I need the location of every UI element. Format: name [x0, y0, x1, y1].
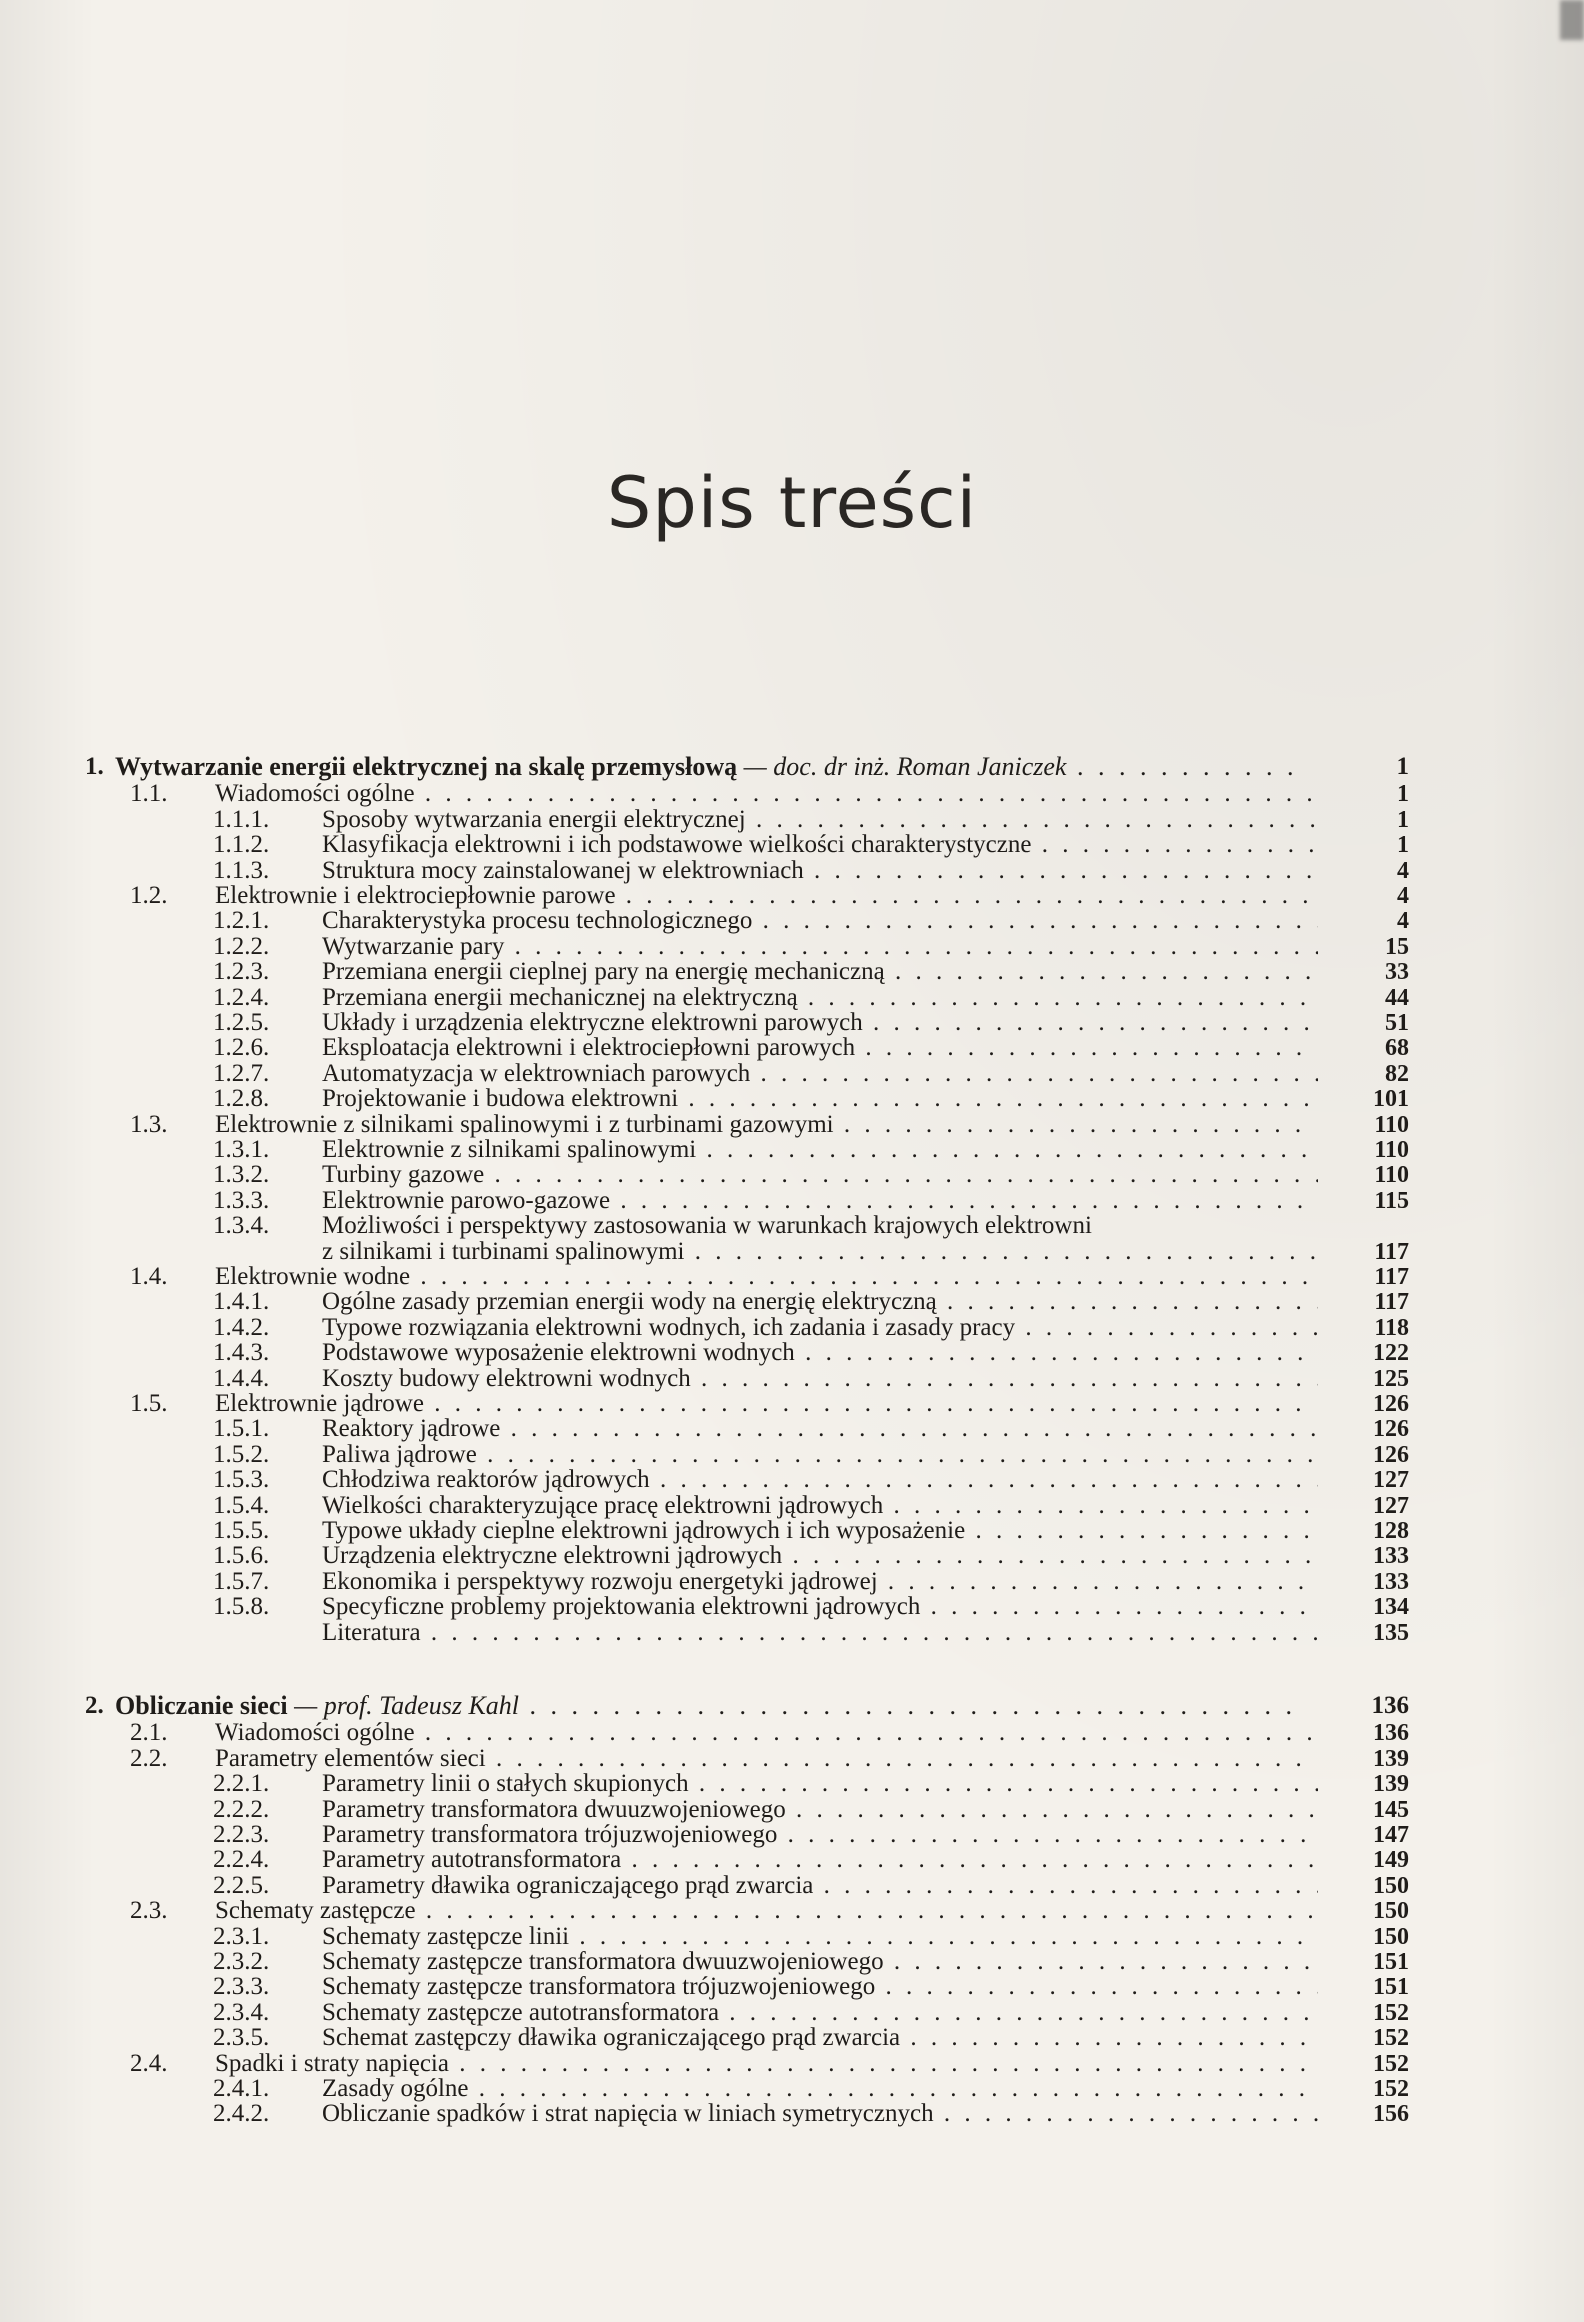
entry-number: 1.5.8.	[213, 1593, 270, 1621]
entry-title: Elektrownie z silnikami spalinowymi i z turbinami gazowymi . . .	[215, 1110, 1315, 1140]
entry-page: 126	[1373, 1441, 1409, 1468]
entry-title: z silnikami i turbinami spalinowymi . . .	[322, 1237, 1318, 1267]
entry-page: 136	[1373, 1720, 1409, 1747]
entry-number: 1.3.	[130, 1110, 168, 1138]
entry-title: Urządzenia elektryczne elektrowni jądrowych . . .	[322, 1541, 1318, 1571]
entry-page: 1	[1396, 753, 1409, 780]
entry-number: 2.4.1.	[213, 2075, 270, 2102]
entry-number: 1.2.1.	[213, 907, 270, 935]
entry-number: 2.2.5.	[213, 1871, 270, 1899]
entry-page: 150	[1373, 1898, 1409, 1925]
entry-number: 2.3.2.	[213, 1948, 270, 1975]
entry-page: 110	[1374, 1111, 1409, 1138]
page-title: Spis treści	[606, 462, 978, 544]
entry-title: Sposoby wytwarzania energii elektrycznej . . .	[322, 805, 1318, 835]
entry-page: 156	[1373, 2101, 1409, 2128]
entry-page: 152	[1373, 1999, 1409, 2026]
entry-number: 2.4.2.	[213, 2100, 270, 2128]
entry-page: 125	[1373, 1365, 1409, 1392]
entry-number: 2.3.4.	[213, 1998, 270, 2026]
entry-page: 151	[1373, 1949, 1409, 1975]
entry-page: 133	[1373, 1568, 1409, 1595]
entry-title: Przemiana energii mechanicznej na elektryczną . . .	[322, 983, 1318, 1013]
entry-page: 110	[1374, 1137, 1409, 1163]
entry-number: 1.2.6.	[213, 1034, 270, 1062]
entry-title: Wiadomości ogólne . . .	[215, 779, 1315, 809]
entry-page: 145	[1373, 1796, 1409, 1823]
entry-page: 152	[1373, 2076, 1409, 2102]
entry-page: 115	[1374, 1187, 1409, 1214]
entry-page: 152	[1373, 2050, 1409, 2077]
entry-number: 2.1.	[130, 1719, 168, 1747]
entry-number: 1.2.3.	[213, 958, 270, 986]
entry-page: 1	[1397, 781, 1409, 808]
entry-number: 1.3.2.	[213, 1161, 270, 1189]
toc-chapter-row	[0, 752, 1584, 782]
entry-page: 139	[1373, 1771, 1409, 1798]
entry-page: 118	[1374, 1314, 1409, 1341]
entry-title: Przemiana energii cieplnej pary na energię mechaniczną . . .	[322, 957, 1318, 987]
entry-title: Typowe rozwiązania elektrowni wodnych, ich zadania i zasady pracy . . .	[322, 1313, 1318, 1343]
entry-title: Wiadomości ogólne . . .	[215, 1718, 1315, 1748]
entry-page: 4	[1397, 857, 1409, 884]
entry-page: 149	[1373, 1847, 1409, 1874]
entry-title: Schemat zastępczy dławika ograniczającego prąd zwarcia . . .	[322, 2023, 1318, 2053]
entry-title: Chłodziwa reaktorów jądrowych . . .	[322, 1465, 1318, 1495]
entry-title: Charakterystyka procesu technologicznego . . .	[322, 906, 1318, 936]
entry-number: 2.3.3.	[213, 1973, 270, 2001]
entry-page: 127	[1373, 1492, 1409, 1519]
entry-number: 2.2.4.	[213, 1846, 270, 1874]
entry-number: 2.2.1.	[213, 1770, 270, 1798]
entry-title: Typowe układy cieplne elektrowni jądrowych i ich wyposażenie . . .	[322, 1516, 1318, 1546]
entry-title: Parametry autotransformatora . . .	[322, 1845, 1318, 1875]
entry-number: 1.2.4.	[213, 983, 270, 1011]
entry-page: 51	[1385, 1010, 1409, 1036]
entry-title: Paliwa jądrowe . . .	[322, 1440, 1318, 1470]
entry-number: 1.5.7.	[213, 1567, 270, 1595]
entry-title: Zasady ogólne . . .	[322, 2074, 1318, 2104]
entry-title: Parametry transformatora dwuuzwojeniowego . . .	[322, 1795, 1318, 1825]
entry-page: 33	[1385, 959, 1409, 986]
entry-number: 1.2.2.	[213, 932, 270, 960]
entry-number: 2.4.	[130, 2049, 168, 2077]
entry-title: Parametry dławika ograniczającego prąd zwarcia . . .	[322, 1871, 1318, 1901]
entry-title: Ogólne zasady przemian energii wody na energię elektryczną . . .	[322, 1287, 1318, 1317]
entry-title: Elektrownie jądrowe . . .	[215, 1389, 1315, 1419]
toc-subsection-row	[0, 2099, 1584, 2129]
entry-number: 1.4.3.	[213, 1339, 270, 1367]
entry-number: 2.	[85, 1692, 104, 1719]
entry-number: 1.2.7.	[213, 1059, 270, 1087]
entry-title: Schematy zastępcze . . .	[215, 1896, 1315, 1926]
entry-page: 122	[1373, 1340, 1409, 1367]
entry-number: 1.1.3.	[213, 856, 270, 884]
entry-number: 1.4.4.	[213, 1364, 270, 1392]
entry-number: 1.5.	[130, 1390, 168, 1417]
entry-number: 1.2.8.	[213, 1085, 270, 1113]
entry-title: Schematy zastępcze transformatora trójuzwojeniowego . . .	[322, 1972, 1318, 2002]
entry-page: 126	[1373, 1391, 1409, 1417]
entry-number: 1.5.1.	[213, 1415, 270, 1443]
entry-number: 1.1.	[130, 780, 168, 808]
entry-page: 82	[1385, 1060, 1409, 1087]
entry-title: Klasyfikacja elektrowni i ich podstawowe wielkości charakterystyczne . . .	[322, 830, 1318, 860]
entry-page: 44	[1385, 984, 1409, 1011]
entry-page: 128	[1373, 1518, 1409, 1544]
entry-page: 150	[1373, 1923, 1409, 1950]
entry-title: Ekonomika i perspektywy rozwoju energetyki jądrowej . . .	[322, 1567, 1318, 1597]
entry-title: Eksploatacja elektrowni i elektrociepłowni parowych . . .	[322, 1033, 1318, 1063]
entry-number: 2.3.1.	[213, 1922, 270, 1950]
entry-number: 2.2.	[130, 1744, 168, 1772]
entry-title: Turbiny gazowe . . .	[322, 1160, 1318, 1190]
entry-title: Możliwości i perspektywy zastosowania w warunkach krajowych elektrowni	[322, 1212, 1092, 1240]
entry-page: 117	[1374, 1289, 1409, 1316]
entry-number: 1.4.1.	[213, 1288, 270, 1316]
entry-page: 127	[1373, 1467, 1409, 1494]
entry-page: 150	[1373, 1872, 1409, 1899]
entry-title: Elektrownie parowo-gazowe . . .	[322, 1186, 1318, 1216]
entry-number: 1.5.6.	[213, 1542, 270, 1570]
entry-number: 1.2.	[130, 882, 168, 909]
entry-title: Podstawowe wyposażenie elektrowni wodnych . . .	[322, 1338, 1318, 1368]
entry-title: Projektowanie i budowa elektrowni . . .	[322, 1084, 1318, 1114]
entry-title: Wielkości charakteryzujące pracę elektrowni jądrowych . . .	[322, 1491, 1318, 1521]
entry-title: Spadki i straty napięcia . . .	[215, 2049, 1315, 2079]
entry-page: 135	[1373, 1619, 1409, 1646]
entry-page: 147	[1373, 1822, 1409, 1848]
entry-title: Parametry linii o stałych skupionych . . .	[322, 1769, 1318, 1799]
entry-title: Schematy zastępcze autotransformatora . . .	[322, 1998, 1318, 2028]
entry-page: 4	[1397, 883, 1409, 909]
entry-number: 1.	[85, 753, 104, 780]
entry-number: 1.2.5.	[213, 1009, 270, 1036]
entry-page: 1	[1397, 806, 1409, 833]
entry-page: 15	[1385, 933, 1409, 960]
entry-title: Wytwarzanie energii elektrycznej na skalę przemysłową — doc. dr inż. Roman Janiczek . . .	[115, 752, 1305, 782]
entry-title: Koszty budowy elektrowni wodnych . . .	[322, 1364, 1318, 1394]
entry-title: Obliczanie spadków i strat napięcia w liniach symetrycznych . . .	[322, 2099, 1318, 2129]
toc-subsection-row	[0, 1618, 1584, 1648]
entry-number: 2.2.3.	[213, 1821, 270, 1848]
entry-number: 1.3.3.	[213, 1186, 270, 1214]
entry-number: 1.4.	[130, 1263, 168, 1290]
entry-number: 1.5.5.	[213, 1517, 270, 1544]
scan-edge-shadow	[1560, 0, 1584, 40]
entry-title: Schematy zastępcze transformatora dwuuzwojeniowego . . .	[322, 1947, 1318, 1977]
entry-title: Obliczanie sieci — prof. Tadeusz Kahl . . .	[115, 1691, 1305, 1721]
entry-number: 2.2.2.	[213, 1795, 270, 1823]
entry-number: 1.5.4.	[213, 1491, 270, 1519]
entry-page: 134	[1373, 1594, 1409, 1621]
entry-page: 126	[1373, 1416, 1409, 1443]
entry-page: 133	[1373, 1543, 1409, 1570]
entry-title: Elektrownie i elektrociepłownie parowe . . .	[215, 881, 1315, 911]
entry-title: Literatura . . .	[322, 1618, 1318, 1648]
entry-title: Automatyzacja w elektrowniach parowych . . .	[322, 1059, 1318, 1089]
entry-page: 1	[1397, 832, 1409, 859]
entry-title: Struktura mocy zainstalowanej w elektrowniach . . .	[322, 856, 1318, 886]
entry-page: 152	[1373, 2025, 1409, 2052]
entry-number: 1.5.3.	[213, 1466, 270, 1494]
entry-author: — doc. dr inż. Roman Janiczek	[743, 752, 1067, 781]
entry-author: — prof. Tadeusz Kahl	[294, 1691, 520, 1720]
entry-page: 68	[1385, 1035, 1409, 1062]
entry-page: 136	[1371, 1692, 1409, 1719]
entry-title: Reaktory jądrowe . . .	[322, 1414, 1318, 1444]
toc-chapter-row	[0, 1691, 1584, 1721]
entry-page: 117	[1374, 1264, 1409, 1290]
entry-number: 1.5.2.	[213, 1440, 270, 1468]
entry-title: Schematy zastępcze linii . . .	[322, 1922, 1318, 1952]
entry-title: Parametry elementów sieci . . .	[215, 1744, 1315, 1774]
entry-title: Wytwarzanie pary . . .	[322, 932, 1318, 962]
entry-page: 139	[1373, 1745, 1409, 1772]
entry-number: 1.1.1.	[213, 805, 270, 833]
entry-title: Specyficzne problemy projektowania elektrowni jądrowych . . .	[322, 1592, 1318, 1622]
entry-page: 110	[1374, 1162, 1409, 1189]
entry-title: Elektrownie wodne . . .	[215, 1262, 1315, 1292]
entry-number: 1.4.2.	[213, 1313, 270, 1341]
entry-number: 1.3.1.	[213, 1136, 270, 1163]
entry-title: Parametry transformatora trójuzwojeniowego . . .	[322, 1820, 1318, 1850]
entry-number: 1.1.2.	[213, 831, 270, 859]
entry-number: 2.3.5.	[213, 2024, 270, 2052]
entry-page: 101	[1373, 1086, 1409, 1113]
entry-page: 4	[1397, 908, 1409, 935]
entry-number: 2.3.	[130, 1897, 168, 1925]
entry-title: Elektrownie z silnikami spalinowymi . . .	[322, 1135, 1318, 1165]
entry-title: Układy i urządzenia elektryczne elektrowni parowych . . .	[322, 1008, 1318, 1038]
entry-page: 151	[1373, 1974, 1409, 2001]
entry-page: 117	[1374, 1238, 1409, 1265]
entry-number: 1.3.4.	[213, 1212, 270, 1240]
